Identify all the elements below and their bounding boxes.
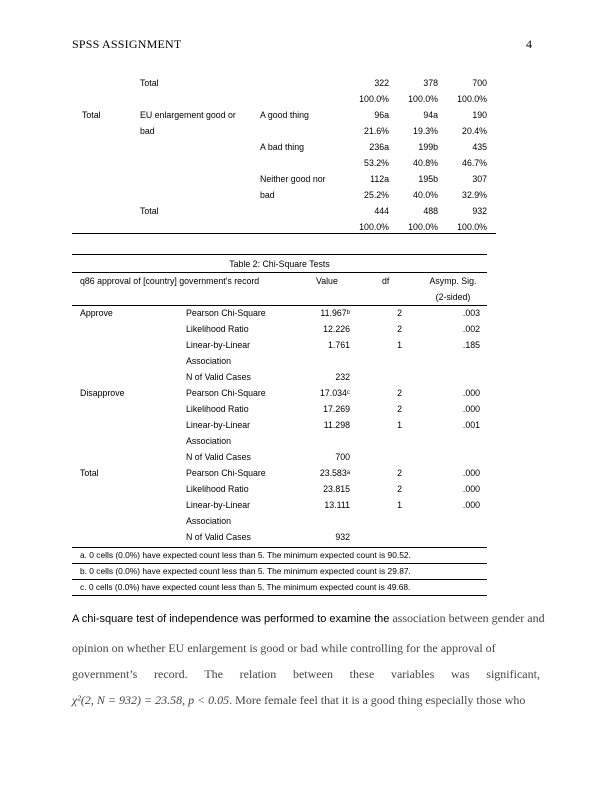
chi-square-cell-df: 2 [397, 468, 402, 478]
body-word: variables [390, 667, 435, 681]
crosstab-cell-v1: 322 [374, 78, 389, 88]
crosstab-cell-v1: 25.2% [364, 190, 389, 200]
crosstab-cell-v2: 19.3% [413, 126, 438, 136]
chi-square-cell-stat: Pearson Chi-Square [186, 308, 266, 318]
crosstab-cell-v3: 700 [472, 78, 487, 88]
chi-square-cell-value: 23.815 [323, 484, 350, 494]
crosstab-cell-v1: 96a [374, 110, 389, 120]
body-word: relation [239, 667, 277, 681]
chi-square-cell-value: 12.226 [323, 324, 350, 334]
body-word: between [292, 667, 333, 681]
chi-square-cell-stat: N of Valid Cases [186, 532, 251, 542]
chi-square-cell-df: 2 [397, 308, 402, 318]
table2-header-row-2 [72, 289, 487, 305]
chi-square-cell-df: 1 [397, 420, 402, 430]
crosstab-cell-v3: 932 [472, 206, 487, 216]
crosstab-table-continued [72, 76, 496, 236]
chi-square-cell-stat: N of Valid Cases [186, 452, 251, 462]
crosstab-row [72, 156, 496, 172]
header-group: q86 approval of [country] government's record [80, 276, 260, 286]
body-line-4 [72, 693, 540, 708]
crosstab-cell-v3: 46.7% [462, 158, 487, 168]
footnote-text: c. 0 cells (0.0%) have expected count less than 5. The minimum expected count is 49.68. [80, 582, 411, 592]
chi-square-row [72, 465, 487, 481]
chi-square-cell-value: 17.269 [323, 404, 350, 414]
header-sig-1: Asymp. Sig. [429, 276, 477, 286]
crosstab-cell-v1: 112a [370, 174, 389, 184]
crosstab-cell-v2: 40.8% [413, 158, 438, 168]
chi-square-cell-stat: Association [186, 436, 231, 446]
chi-square-cell-stat: N of Valid Cases [186, 372, 251, 382]
running-head: SPSS ASSIGNMENT [72, 37, 182, 51]
chi-square-row [72, 401, 487, 417]
chi-square-cell-stat: Pearson Chi-Square [186, 468, 266, 478]
chi-square-row [72, 305, 487, 321]
chi-square-cell-value: 11.298 [323, 420, 350, 430]
chi-square-row [72, 449, 487, 465]
crosstab-cell-v2: 94a [423, 110, 438, 120]
chi-square-cell-group: Total [80, 468, 99, 478]
crosstab-row [72, 204, 496, 220]
chi-square-cell-value: 232 [335, 372, 350, 382]
chi-square-cell-stat: Linear-by-Linear [186, 500, 251, 510]
chi-square-cell-stat: Association [186, 356, 231, 366]
chi-square-row [72, 417, 487, 433]
crosstab-row [72, 76, 496, 92]
chi-square-cell-stat: Pearson Chi-Square [186, 388, 266, 398]
crosstab-cell-v3: 190 [472, 110, 487, 120]
chi-square-cell-df: 2 [397, 388, 402, 398]
body-line-4-rest: . More female feel that it is a good thing especially those who [229, 693, 526, 707]
crosstab-cell-c2: bad [140, 126, 155, 136]
footnote-rule [72, 563, 487, 564]
crosstab-cell-c3: bad [260, 190, 275, 200]
crosstab-cell-v3: 307 [472, 174, 487, 184]
chi-square-cell-df: 2 [397, 324, 402, 334]
crosstab-cell-c2: EU enlargement good or [140, 110, 236, 120]
crosstab-cell-v2: 378 [423, 78, 438, 88]
table1-bottom-rule [72, 233, 496, 234]
chi-square-row [72, 337, 487, 353]
body-word: significant, [486, 667, 540, 681]
crosstab-cell-v2: 195b [418, 174, 438, 184]
chi-square-cell-value: 17.034ᶜ [319, 388, 350, 398]
crosstab-cell-v3: 100.0% [457, 94, 487, 104]
chi-square-cell-group: Approve [80, 308, 113, 318]
chi-square-cell-value: 932 [335, 532, 350, 542]
header-sig-2: (2-sided) [435, 292, 471, 302]
body-line-1-sans: A chi-square test of independence was performed to examine the [72, 613, 390, 625]
chi-square-row [72, 513, 487, 529]
crosstab-row [72, 124, 496, 140]
chi-square-cell-value: 11.967ᵇ [320, 308, 350, 318]
body-line-3 [72, 667, 540, 682]
chi-square-row [72, 353, 487, 369]
crosstab-cell-v1: 100.0% [359, 94, 389, 104]
crosstab-cell-c2: Total [140, 78, 159, 88]
crosstab-cell-v2: 199b [418, 142, 438, 152]
header-df: df [382, 276, 390, 286]
table2-bottom-rule [72, 595, 487, 596]
chi-square-cell-df: 1 [397, 500, 402, 510]
body-line-1-rest: association between gender and [392, 611, 545, 625]
body-word: record. [154, 667, 188, 681]
chi-square-cell-stat: Linear-by-Linear [186, 420, 251, 430]
crosstab-cell-v1: 21.6% [364, 126, 389, 136]
body-line-2: opinion on whether EU enlargement is good or bad while controlling for the approval of [72, 641, 496, 655]
crosstab-row [72, 172, 496, 188]
chi-square-cell-sig: .000 [462, 500, 480, 510]
crosstab-cell-v1: 53.2% [364, 158, 389, 168]
crosstab-cell-v3: 100.0% [457, 222, 487, 232]
chi-square-cell-stat: Likelihood Ratio [186, 324, 249, 334]
crosstab-cell-v3: 20.4% [462, 126, 487, 136]
crosstab-row [72, 108, 496, 124]
body-word: was [450, 667, 470, 681]
chi-square-row [72, 321, 487, 337]
chi-square-cell-sig: .000 [462, 388, 480, 398]
table2-caption: Table 2: Chi-Square Tests [229, 259, 330, 269]
crosstab-cell-c3: A bad thing [260, 142, 305, 152]
chi-square-cell-sig: .001 [462, 420, 480, 430]
chi-square-cell-sig: .002 [462, 324, 480, 334]
footnote-rule [72, 579, 487, 580]
crosstab-cell-v3: 32.9% [462, 190, 487, 200]
chi-square-row [72, 433, 487, 449]
body-line-1 [72, 611, 545, 626]
crosstab-cell-v1: 236a [369, 142, 389, 152]
chi-square-cell-value: 13.111 [324, 500, 350, 510]
table2-top-rule [72, 254, 487, 255]
chi-square-cell-sig: .185 [462, 340, 480, 350]
chi-square-row [72, 369, 487, 385]
chi-square-cell-df: 2 [397, 484, 402, 494]
crosstab-cell-v2: 100.0% [408, 94, 438, 104]
chi-square-row [72, 481, 487, 497]
chi-square-cell-sig: .000 [462, 404, 480, 414]
chi-square-cell-stat: Likelihood Ratio [186, 484, 249, 494]
chi-square-cell-df: 2 [397, 404, 402, 414]
chi-square-cell-value: 1.761 [327, 340, 350, 350]
chi-square-cell-stat: Association [186, 516, 231, 526]
crosstab-row [72, 188, 496, 204]
crosstab-cell-v2: 40.0% [413, 190, 438, 200]
body-word: The [204, 667, 223, 681]
chi-square-cell-group: Disapprove [80, 388, 125, 398]
crosstab-cell-c1: Total [82, 110, 101, 120]
crosstab-cell-v2: 100.0% [408, 222, 438, 232]
chi-square-row [72, 529, 487, 545]
footnote-rule [72, 547, 487, 548]
chi-square-cell-sig: .003 [462, 308, 480, 318]
chi-square-cell-value: 23.583ᵃ [319, 468, 350, 478]
crosstab-row [72, 140, 496, 156]
chi-square-cell-value: 700 [335, 452, 350, 462]
body-word: government’s [72, 667, 138, 681]
crosstab-cell-v1: 444 [374, 206, 389, 216]
chi-square-table [72, 273, 487, 545]
crosstab-row [72, 92, 496, 108]
footnote-text: b. 0 cells (0.0%) have expected count less than 5. The minimum expected count is 29.87. [80, 566, 411, 576]
chi-square-cell-sig: .000 [462, 484, 480, 494]
crosstab-cell-c3: A good thing [260, 110, 309, 120]
table2-header-row [72, 273, 487, 289]
crosstab-cell-c3: Neither good nor [260, 174, 326, 184]
chi-square-statistic: χ²(2, N = 932) = 23.58, p < 0.05 [72, 693, 230, 707]
crosstab-cell-v3: 435 [472, 142, 487, 152]
table2-header-rule [72, 305, 487, 306]
chi-square-cell-sig: .000 [462, 468, 480, 478]
chi-square-cell-stat: Likelihood Ratio [186, 404, 249, 414]
header-value: Value [316, 276, 338, 286]
footnote-text: a. 0 cells (0.0%) have expected count less than 5. The minimum expected count is 90.52. [80, 550, 411, 560]
chi-square-row [72, 497, 487, 513]
chi-square-cell-stat: Linear-by-Linear [186, 340, 251, 350]
chi-square-cell-df: 1 [397, 340, 402, 350]
crosstab-cell-v2: 488 [423, 206, 438, 216]
page-number: 4 [526, 37, 532, 51]
chi-square-row [72, 385, 487, 401]
body-word: these [349, 667, 375, 681]
crosstab-cell-c2: Total [140, 206, 159, 216]
crosstab-cell-v1: 100.0% [359, 222, 389, 232]
